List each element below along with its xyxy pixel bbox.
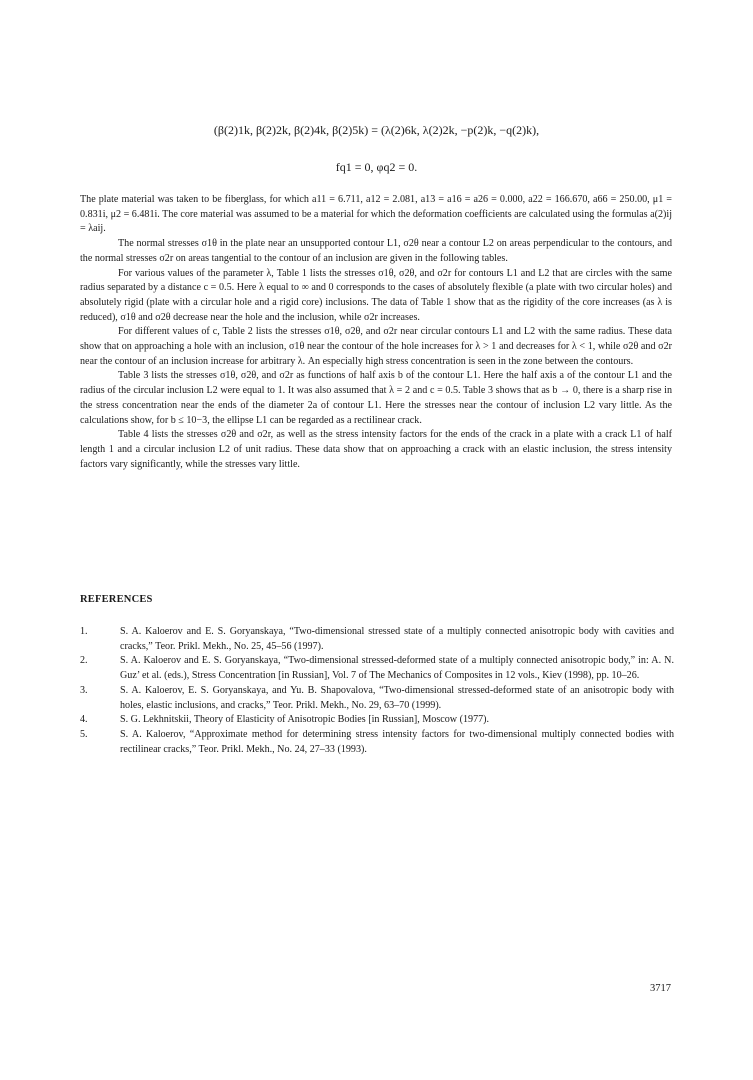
reference-item xyxy=(80,713,674,728)
page-number: 3717 xyxy=(650,983,671,994)
reference-item xyxy=(80,625,674,654)
equation-2-text: fq1 = 0, φq2 = 0. xyxy=(335,160,418,174)
reference-item xyxy=(80,684,674,713)
reference-text: S. A. Kaloerov, E. S. Goryanskaya, and Yu. B. Shapovalova, “Two-dimensional stressed-deformed state of an anisotropic body with holes, elastic inclusions, and cracks,” Teor. Prikl. Mekh., No. 29, 63–70 (1999). xyxy=(120,684,674,711)
references-heading: REFERENCES xyxy=(80,594,153,605)
reference-text: S. G. Lekhnitskii, Theory of Elasticity of Anisotropic Bodies [in Russian], Moscow (1977). xyxy=(120,714,490,726)
reference-number: 5. xyxy=(80,728,88,740)
reference-item xyxy=(80,654,674,683)
reference-item xyxy=(80,728,674,757)
paragraph: For different values of c, Table 2 lists the stresses σ1θ, σ2θ, and σ2r near circular contours L1 and L2 with the same radius. These data show that on approaching a hole with an inclusion, σ1θ near the contour of the hole increases for λ > 1 and decreases for λ < 1, while σ2θ and σ2r near the contour of an inclusion increase for arbitrary λ. An especially high stress concentration is seen in the zone between the contours. xyxy=(80,326,672,367)
paragraph: Table 4 lists the stresses σ2θ and σ2r, as well as the stress intensity factors for the ends of the crack in a plate with a crack L1 of half length 1 and a circular inclusion L2 of unit radius. These data show that on approaching a crack with an elastic inclusion, the stress intensity factors vary significantly, while the stresses vary little. xyxy=(80,429,672,470)
equation-boundary-coefficients xyxy=(0,123,753,138)
equation-1-text: (β(2)1k, β(2)2k, β(2)4k, β(2)5k) = (λ(2)6k, λ(2)2k, −p(2)k, −q(2)k), xyxy=(213,123,540,137)
reference-number: 2. xyxy=(80,655,88,667)
equation-zero-conditions xyxy=(0,160,753,175)
reference-text: S. A. Kaloerov and E. S. Goryanskaya, “Two-dimensional stressed state of a multiply connected anisotropic body with cavities and cracks,” Teor. Prikl. Mekh., No. 25, 45–56 (1997). xyxy=(120,626,674,652)
paragraph: For various values of the parameter λ, Table 1 lists the stresses σ1θ, σ2θ, and σ2r for contours L1 and L2 that are circles with the same radius separated by a distance c = 0.5. Here λ equal to ∞ and 0 corresponds to the cases of absolutely flexible (a plate with two circular holes) and absolutely rigid (plate with a circular hole and a rigid core) inclusions. The data of Table 1 show that as the rigidity of the core increases (as λ is reduced), σ1θ and σ2θ decrease near the hole and the inclusion, while σ2r increases. xyxy=(80,267,672,323)
references-list xyxy=(80,625,674,757)
paragraph: The plate material was taken to be fiberglass, for which a11 = 6.711, a12 = 2.081, a13 = a16 = a26 = 0.000, a22 = 166.670, a66 = 250.00, μ1 = 0.831i, μ2 = 6.481i. The core material was assumed to be a material for which the deformation coefficients are calculated using the formulas a(2)ij = λaij. xyxy=(80,194,672,235)
reference-text: S. A. Kaloerov and E. S. Goryanskaya, “Two-dimensional stressed-deformed state of a multiply connected anisotropic body,” in: A. N. Guz’ et al. (eds.), Stress Concentration [in Russian], Vol. 7 of The Mechanics of Composites in 12 vols., Kiev (1998), pp. 10–26. xyxy=(120,655,674,682)
body-text xyxy=(80,193,672,472)
reference-text: S. A. Kaloerov, “Approximate method for determining stress intensity factors for two-dimensional multiply connected bodies with rectilinear cracks,” Teor. Prikl. Mekh., No. 24, 27–33 (1993). xyxy=(120,728,674,755)
paragraph: The normal stresses σ1θ in the plate near an unsupported contour L1, σ2θ near a contour L2 on areas perpendicular to the contours, and the normal stresses σ2r on areas tangential to the contour of an inclusion are given in the following tables. xyxy=(80,238,672,264)
reference-number: 4. xyxy=(80,714,88,726)
reference-number: 3. xyxy=(80,684,88,696)
reference-number: 1. xyxy=(80,626,88,637)
paragraph: Table 3 lists the stresses σ1θ, σ2θ, and σ2r as functions of half axis b of the contour L1. Here the half axis a of the contour L1 and the radius of the circular inclusion L2 were equal to 1. It was also assumed that λ = 2 and c = 0.5. Table 3 shows that as b → 0, there is a sharp rise in the stress concentration near the ends of the diameter 2a of contour L1. Here the stresses near the contour of inclusion L2 vary little. As the calculations show, for b ≤ 10−3, the ellipse L1 can be regarded as a rectilinear crack. xyxy=(80,370,672,426)
